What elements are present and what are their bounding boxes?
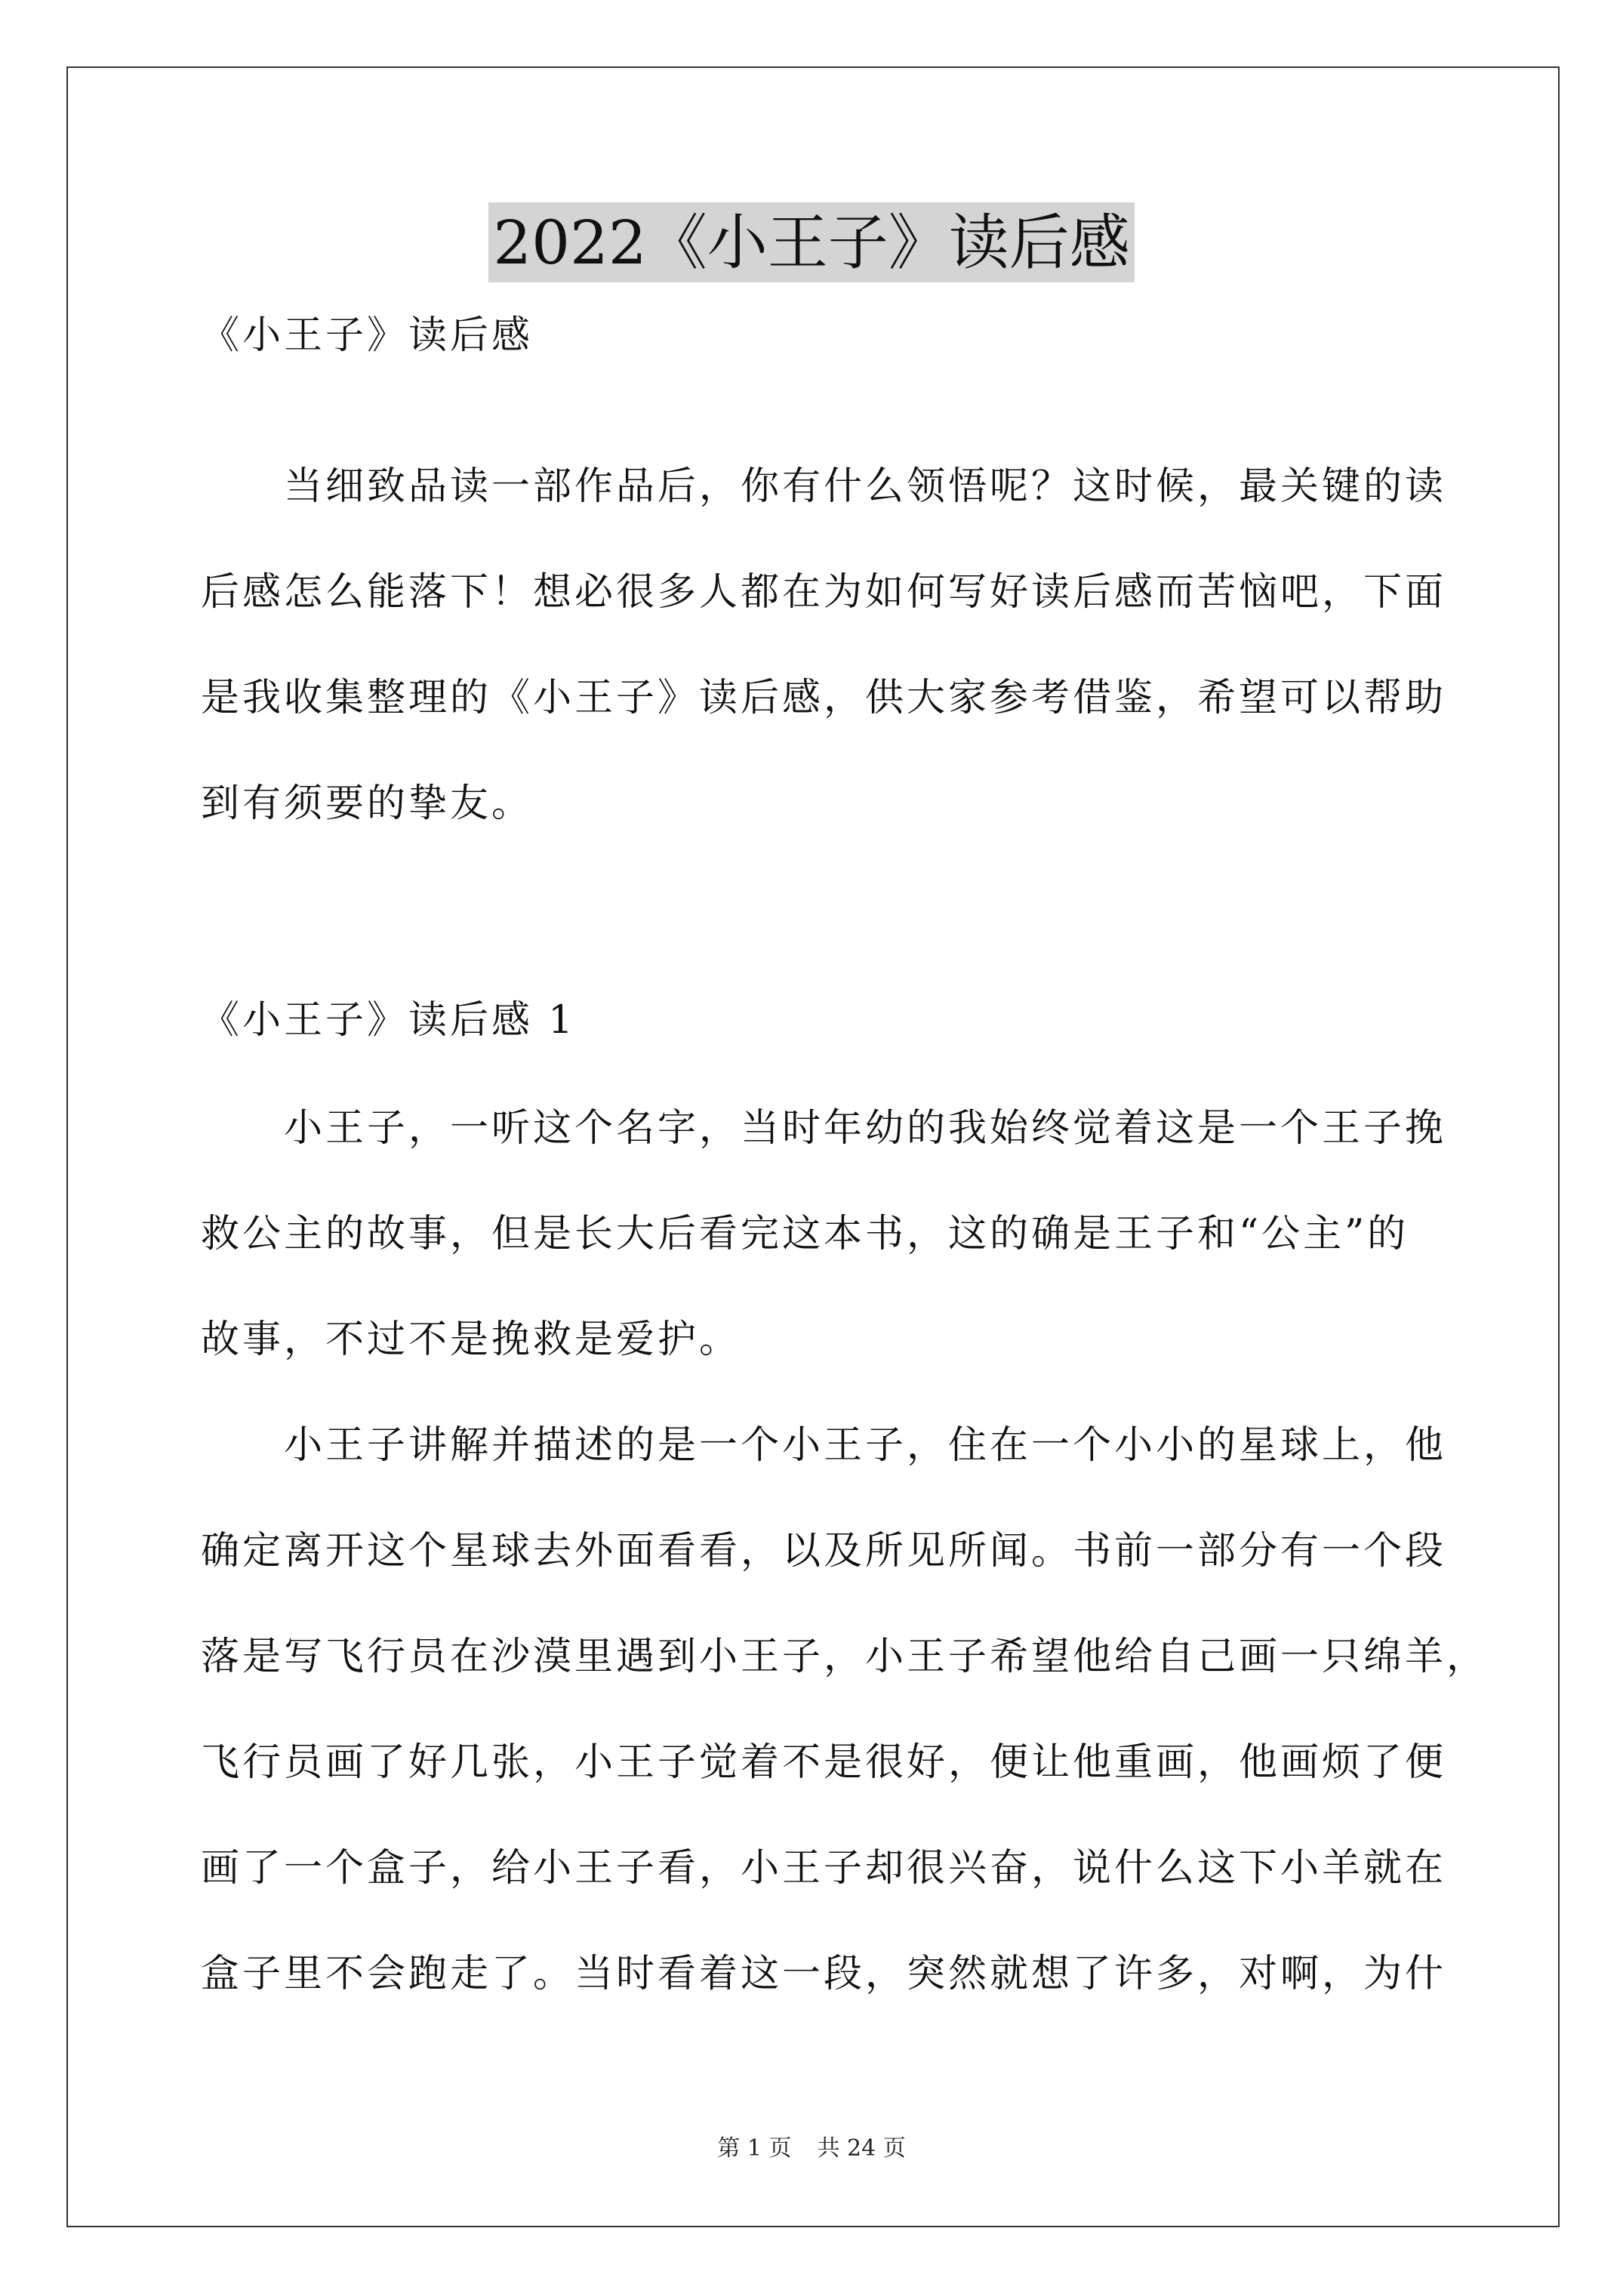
text-line: 小王子，一听这个名字，当时年幼的我始终觉着这是一个王子挽 — [201, 1106, 1447, 1151]
text-line: 小王子讲解并描述的是一个小王子，住在一个小小的星球上，他 — [201, 1423, 1447, 1468]
text-line: 当细致品读一部作品后，你有什么领悟呢？这时候，最关键的读 — [201, 464, 1447, 509]
page-number: 第 1 页 — [717, 2135, 792, 2162]
text-line: 飞行员画了好几张，小王子觉着不是很好，便让他重画，他画烦了便 — [201, 1740, 1447, 1785]
text-line: 到有须要的挚友。 — [201, 781, 534, 826]
section-heading-intro: 《小王子》读后感 — [201, 313, 534, 358]
document-title-container — [0, 202, 1623, 282]
text-line: 故事，不过不是挽救是爱护。 — [201, 1318, 741, 1362]
text-line: 是我收集整理的《小王子》读后感，供大家参考借鉴，希望可以帮助 — [201, 676, 1447, 720]
text-line: 后感怎么能落下！想必很多人都在为如何写好读后感而苦恼吧，下面 — [201, 570, 1447, 615]
document-title: 2022《小王子》读后感 — [488, 202, 1135, 282]
page-total: 共 24 页 — [817, 2135, 906, 2162]
text-line: 落是写飞行员在沙漠里遇到小王子，小王子希望他给自己画一只绵羊， — [201, 1635, 1489, 1679]
text-line: 救公主的故事，但是长大后看完这本书，这的确是王子和“公主”的 — [201, 1212, 1409, 1256]
page-footer — [0, 2134, 1623, 2164]
text-line: 画了一个盒子，给小王子看，小王子却很兴奋，说什么这下小羊就在 — [201, 1846, 1447, 1891]
text-line: 确定离开这个星球去外面看看，以及所见所闻。书前一部分有一个段 — [201, 1529, 1447, 1573]
text-line: 盒子里不会跑走了。当时看着这一段，突然就想了许多，对啊，为什 — [201, 1952, 1447, 1996]
section-heading-1: 《小王子》读后感 1 — [201, 998, 576, 1043]
